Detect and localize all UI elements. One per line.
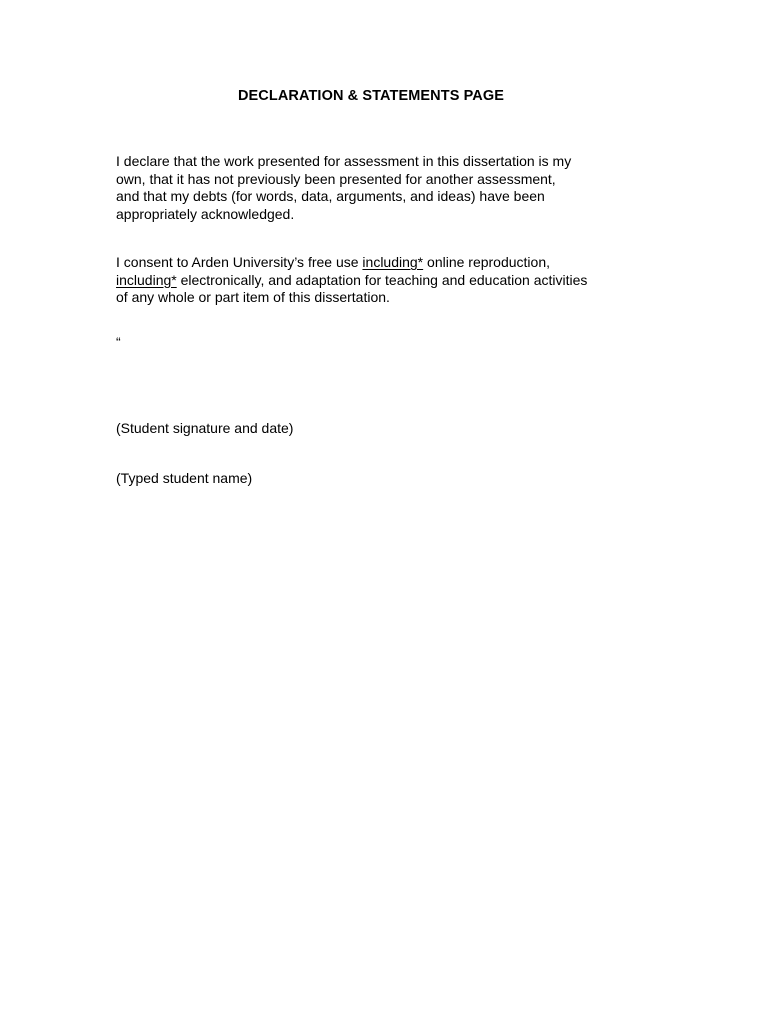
quote-mark: “ <box>116 334 121 350</box>
underlined-including: including* <box>362 254 424 270</box>
underlined-including: including* <box>116 271 177 288</box>
consent-line-1-text: I consent to Arden University’s free use <box>116 254 363 270</box>
consent-paragraph <box>116 254 656 307</box>
consent-line-2-text: electronically, and adaptation for teaching and education activities <box>176 271 588 288</box>
consent-line-3: of any whole or part item of this dissertation. <box>116 289 390 305</box>
declaration-line-3: and that my debts (for words, data, arguments, and ideas) have been <box>116 188 545 204</box>
typed-student-name-label: (Typed student name) <box>116 470 253 486</box>
student-signature-label: (Student signature and date) <box>116 420 294 436</box>
consent-line-1 <box>116 254 656 272</box>
declaration-line-4: appropriately acknowledged. <box>116 205 295 222</box>
declaration-line-1: I declare that the work presented for assessment in this dissertation is my <box>116 153 572 169</box>
consent-line-2 <box>116 272 656 290</box>
declaration-paragraph <box>116 153 656 223</box>
page-title: DECLARATION & STATEMENTS PAGE <box>237 88 505 104</box>
declaration-line-2: own, that it has not previously been presented for another assessment, <box>116 170 556 187</box>
consent-line-1-tail: online reproduction, <box>423 254 551 270</box>
